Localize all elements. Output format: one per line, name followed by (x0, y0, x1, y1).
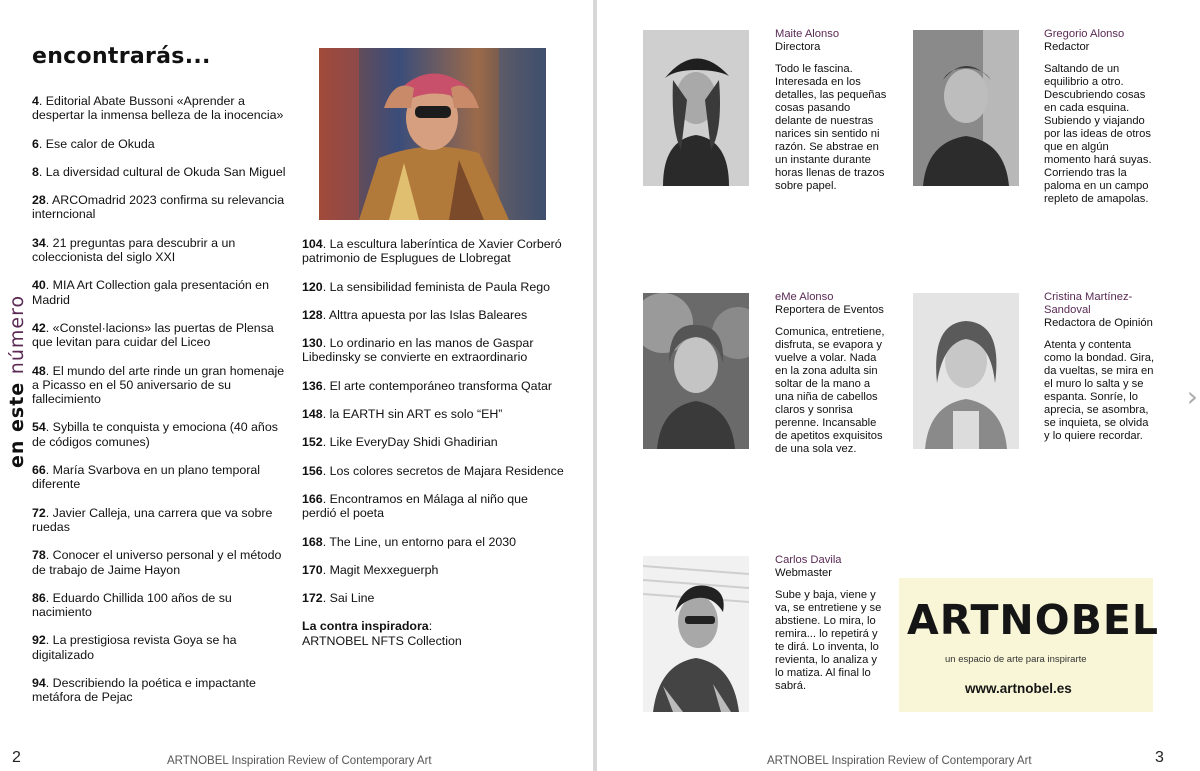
toc-item-title: . María Svarbova en un plano temporal diferente (32, 463, 261, 492)
bio-cristina-martinez-sandoval (1044, 291, 1156, 443)
toc-item-title: . El mundo del arte rinde un gran homenaje a Picasso en el 50 aniversario de su fallecimiento (32, 363, 285, 407)
bio-text: Todo le fascina. Interesada en los detalles, las pequeñas cosas pasando delante de nuestras narices sin sentido ni razón. Se abstrae en un instante durante horas llenas de trazos sobre papel. (775, 63, 887, 192)
toc-item-title: . La prestigiosa revista Goya se ha digitalizado (32, 633, 237, 662)
toc-item[interactable] (302, 535, 564, 549)
toc-item-title: . Magit Mexxeguerph (322, 562, 439, 577)
photo-eme-alonso (643, 293, 749, 449)
photo-cristina-martinez-sandoval (913, 293, 1019, 449)
toc-item[interactable] (32, 591, 292, 620)
bio-name: eMe Alonso (775, 291, 834, 303)
contra-text: ARTNOBEL NFTS Collection (302, 633, 462, 648)
toc-item-title: . Editorial Abate Bussoni «Aprender a despertar la inmensa belleza de la inocencia» (32, 94, 284, 123)
toc-column-2 (302, 237, 564, 648)
toc-item-title: . Eduardo Chillida 100 años de su nacimiento (32, 590, 232, 620)
toc-item-title: . 21 preguntas para descubrir a un coleccionista del siglo XXI (32, 235, 236, 265)
toc-heading: encontrarás... (32, 44, 211, 69)
photo-gregorio-alonso (913, 30, 1019, 186)
toc-item-page: 136 (302, 378, 323, 393)
toc-item[interactable] (32, 633, 292, 662)
section-vertical-title (6, 294, 28, 469)
chevron-right-icon[interactable]: › (1186, 380, 1198, 413)
toc-item-page: 54 (32, 420, 46, 435)
toc-item[interactable] (302, 237, 564, 266)
toc-item-title: . Alttra apuesta por las Islas Baleares (322, 307, 528, 322)
bio-text: Saltando de un equilibrio a otro. Descubriendo cosas en cada esquina. Subiendo y viajando por las ideas de otros que en algún momento hará suyas. Corriendo tras la paloma en un campo repleto de amapolas. (1044, 63, 1152, 205)
toc-item-page: 8 (32, 164, 39, 179)
bio-maite-alonso (775, 28, 887, 193)
bio-role: Reportera de Eventos (775, 304, 884, 316)
bio-name: Maite Alonso (775, 28, 840, 40)
toc-item-title: . Sybilla te conquista y emociona (40 años de códigos comunes) (32, 420, 278, 449)
toc-item-title: . «Constel·lacions» las puertas de Plensa que levitan para cuidar del Liceo (32, 320, 274, 350)
toc-item-page: 170 (302, 562, 323, 577)
toc-contra-inspiradora[interactable] (302, 619, 564, 648)
photo-maite-alonso (643, 30, 749, 186)
toc-item[interactable] (32, 463, 292, 492)
toc-item-page: 66 (32, 463, 46, 478)
toc-item-title: . El arte contemporáneo transforma Qatar (322, 378, 553, 393)
toc-item-page: 34 (32, 235, 46, 250)
toc-item-page: 148 (302, 407, 323, 422)
vertical-title-word2: número (6, 294, 28, 375)
toc-item-page: 104 (302, 237, 323, 251)
toc-item-page: 94 (32, 676, 46, 691)
toc-item[interactable] (302, 336, 564, 365)
bio-eme-alonso (775, 291, 887, 456)
toc-item-page: 72 (32, 505, 46, 520)
toc-item-title: . MIA Art Collection gala presentación en Madrid (32, 278, 269, 307)
toc-item-page: 130 (302, 336, 323, 351)
toc-item-page: 48 (32, 363, 46, 378)
bio-role: Redactora de Opinión (1044, 317, 1153, 329)
toc-item-page: 28 (32, 193, 46, 208)
toc-item-page: 128 (302, 307, 323, 322)
bio-name: Cristina Martínez-Sandoval (1044, 291, 1133, 316)
bio-text: Sube y baja, viene y va, se entretiene y se abstiene. Lo mira, lo remira... lo repetirá y te dirá. Lo inventa, lo revienta, lo analiza y lo matiza. Al final lo sabrá. (775, 589, 882, 692)
bio-role: Webmaster (775, 567, 832, 579)
artnobel-logo-ad[interactable] (899, 578, 1159, 712)
toc-item-title: . Lo ordinario en las manos de Gaspar Libedinsky se convierte en extraordinario (302, 336, 534, 365)
footer-right: ARTNOBEL Inspiration Review of Contemporary Art (767, 755, 1032, 767)
toc-item[interactable] (302, 563, 564, 577)
toc-item-page: 42 (32, 320, 46, 335)
toc-item-title: . Describiendo la poética e impactante metáfora de Pejac (32, 676, 256, 705)
toc-item[interactable] (302, 407, 564, 421)
toc-item[interactable] (32, 506, 292, 535)
toc-item[interactable] (302, 435, 564, 449)
toc-item[interactable] (32, 137, 292, 151)
toc-item-page: 6 (32, 136, 39, 151)
contra-label: La contra inspiradora (302, 619, 429, 634)
toc-item-title: . Ese calor de Okuda (38, 136, 155, 151)
toc-item[interactable] (302, 280, 564, 294)
right-page (597, 0, 1200, 771)
toc-item-title: . Javier Calleja, una carrera que va sobre ruedas (32, 505, 273, 534)
page-number-right: 3 (1155, 749, 1164, 766)
bio-name: Carlos Davila (775, 554, 842, 566)
toc-item[interactable] (32, 94, 292, 123)
toc-item[interactable] (32, 278, 292, 307)
toc-item[interactable] (32, 321, 292, 350)
logo-tagline: un espacio de arte para inspirarte (945, 654, 1087, 665)
toc-item-page: 40 (32, 278, 46, 293)
bio-role: Directora (775, 41, 821, 53)
toc-item[interactable] (302, 379, 564, 393)
toc-item[interactable] (32, 165, 292, 179)
toc-item[interactable] (32, 676, 292, 705)
toc-item[interactable] (302, 308, 564, 322)
vertical-title-word1: en este (6, 374, 28, 468)
toc-item-page: 120 (302, 279, 323, 294)
logo-wordmark: ARTNOBEL (907, 596, 1159, 644)
toc-item[interactable] (32, 420, 292, 449)
contra-colon: : (428, 619, 433, 634)
bio-name: Gregorio Alonso (1044, 28, 1125, 40)
toc-item-page: 168 (302, 534, 323, 549)
toc-item-title: . Like EveryDay Shidi Ghadirian (322, 435, 498, 450)
toc-item-title: . Encontramos en Málaga al niño que perdió el poeta (302, 491, 528, 521)
toc-item[interactable] (302, 591, 564, 605)
toc-item[interactable] (32, 548, 292, 577)
toc-item[interactable] (302, 492, 564, 521)
photo-carlos-davila (643, 556, 749, 712)
toc-item[interactable] (32, 193, 292, 222)
toc-item-title: . La diversidad cultural de Okuda San Miguel (38, 164, 286, 179)
bio-role: Redactor (1044, 41, 1090, 53)
logo-url[interactable]: www.artnobel.es (965, 681, 1072, 696)
toc-item-title: . ARCOmadrid 2023 confirma su relevancia interncional (32, 193, 285, 222)
toc-item-title: . Conocer el universo personal y el método de trabajo de Jaime Hayon (32, 548, 282, 577)
toc-item-title: . The Line, un entorno para el 2030 (322, 534, 517, 549)
toc-item-page: 166 (302, 491, 323, 506)
toc-item[interactable] (32, 364, 292, 407)
bio-text: Atenta y contenta como la bondad. Gira, da vueltas, se mira en el muro lo salta y se espanta. Sonríe, lo aprecia, se asombra, se inquieta, se olvida y lo quiere recordar. (1044, 339, 1155, 442)
bio-carlos-davila (775, 554, 885, 693)
toc-item-page: 92 (32, 633, 46, 648)
toc-item-page: 78 (32, 548, 46, 563)
toc-item-page: 4 (32, 94, 39, 108)
toc-item-page: 152 (302, 435, 323, 450)
toc-item[interactable] (302, 464, 564, 478)
left-page (0, 0, 593, 771)
toc-item-title: . la EARTH sin ART es solo “EH” (322, 407, 503, 422)
page-number-left: 2 (12, 749, 21, 766)
toc-item-page: 86 (32, 590, 46, 605)
toc-item-title: . Sai Line (322, 591, 375, 606)
toc-item-page: 172 (302, 591, 323, 606)
toc-item-title: . La sensibilidad feminista de Paula Rego (322, 279, 550, 294)
toc-column-1 (32, 94, 292, 719)
bio-text: Comunica, entretiene, disfruta, se evapora y vuelve a volar. Nada en la zona adulta sin soltar de la mano a una niña de cabellos claros y sonrisa perenne. Incansable de apetitos exquisitos de una sola vez. (775, 326, 885, 455)
toc-item[interactable] (32, 236, 292, 265)
toc-item-title: . La escultura laberíntica de Xavier Corberó patrimonio de Esplugues de Llobregat (302, 237, 562, 266)
hero-photo (319, 48, 546, 220)
toc-item-page: 156 (302, 463, 323, 478)
toc-item-title: . Los colores secretos de Majara Residence (322, 463, 564, 478)
footer-left: ARTNOBEL Inspiration Review of Contemporary Art (167, 755, 432, 767)
bio-gregorio-alonso (1044, 28, 1154, 206)
